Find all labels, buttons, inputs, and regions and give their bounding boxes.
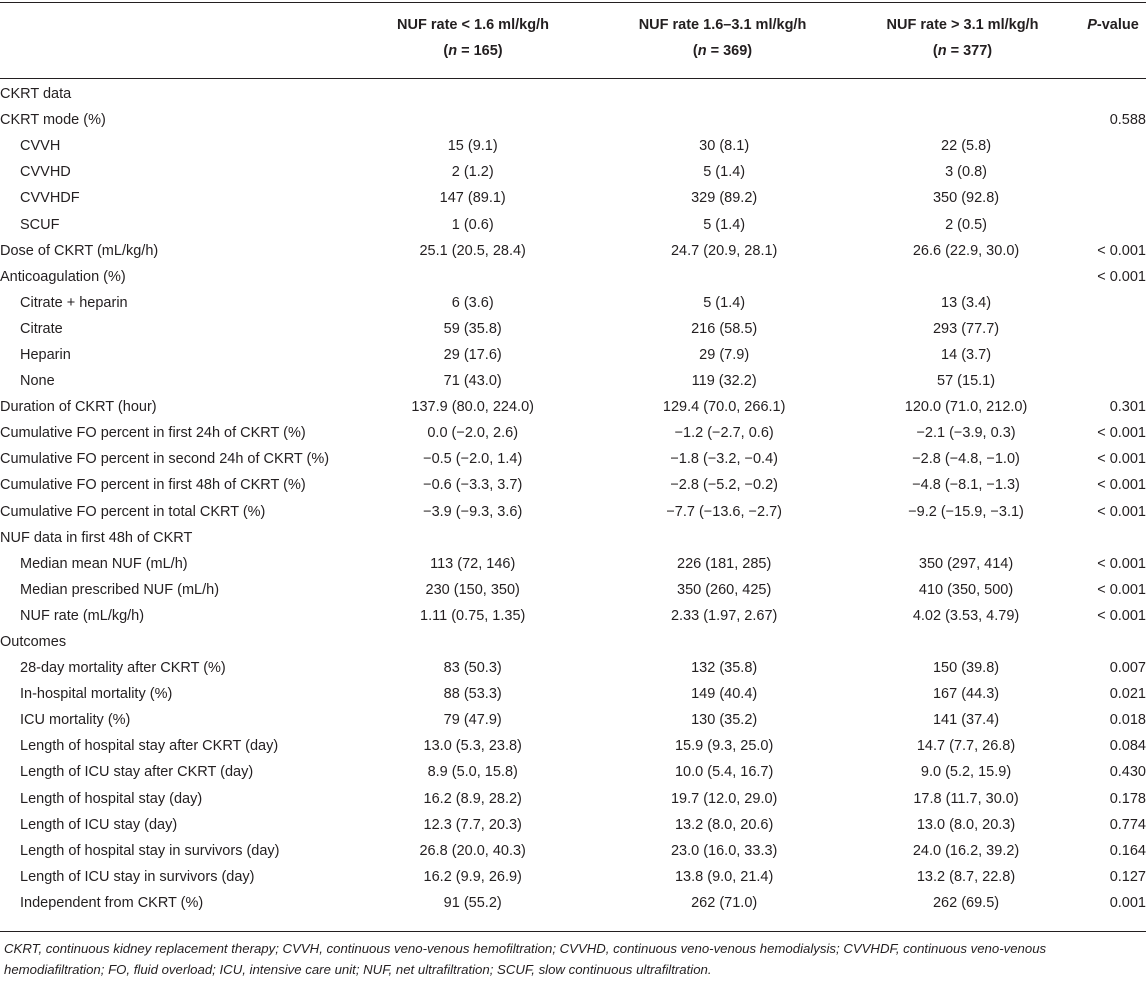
header-group-low-n: (n = 165) [443, 43, 503, 59]
cell-nuf-mid: −2.8 (−5.2, −0.2) [670, 477, 778, 494]
column-gap [579, 525, 611, 551]
column-gap [838, 133, 853, 159]
column-gap [579, 681, 611, 707]
column-gap [838, 81, 853, 107]
column-gap [579, 185, 611, 211]
cell-p-value: < 0.001 [1097, 268, 1146, 285]
cell-nuf-high: 3 (0.8) [945, 164, 987, 181]
table-row [0, 603, 1146, 629]
cell-nuf-low: 16.2 (9.9, 26.9) [423, 868, 522, 885]
cell-p-value: 0.178 [1109, 790, 1146, 807]
cell-nuf-low: 147 (89.1) [439, 190, 506, 207]
column-gap [838, 733, 853, 759]
header-group-mid-title: NUF rate 1.6–3.1 ml/kg/h [638, 17, 807, 33]
cell-p-value: 0.127 [1109, 868, 1146, 885]
column-gap [838, 394, 853, 420]
table-row [0, 864, 1146, 890]
cell-nuf-low: −0.6 (−3.3, 3.7) [423, 477, 523, 494]
header-rule [0, 78, 1146, 79]
column-gap [838, 185, 853, 211]
cell-nuf-high: 13.2 (8.7, 22.8) [916, 868, 1016, 885]
cell-nuf-low: 83 (50.3) [443, 660, 502, 677]
cell-nuf-low: 91 (55.2) [443, 894, 502, 911]
row-label: Length of ICU stay in survivors (day) [20, 868, 255, 885]
table-row [0, 316, 1146, 342]
column-gap [579, 81, 611, 107]
table-row [0, 81, 1146, 107]
header-group-mid-n: (n = 369) [692, 43, 753, 59]
column-gap [579, 864, 611, 890]
cell-p-value: 0.588 [1109, 112, 1146, 129]
column-gap [579, 812, 611, 838]
cell-nuf-mid: 24.7 (20.9, 28.1) [670, 242, 778, 259]
table-row [0, 159, 1146, 185]
column-gap [838, 551, 853, 577]
cell-p-value [1079, 629, 1146, 655]
column-gap [579, 368, 611, 394]
cell-nuf-low [367, 525, 579, 551]
row-label: Citrate [20, 320, 63, 337]
cell-nuf-high: 22 (5.8) [941, 138, 992, 155]
table-footnote: CKRT, continuous kidney replacement therapy; CVVH, continuous veno-venous hemofiltration; CVVHD, continuous veno-venous hemodialysis; CVVHDF, continuous veno-venous hemodiafiltration; FO, fluid overload; ICU, intensive care unit; NUF, net ultrafiltration; SCUF, slow continuous ultrafiltration. [4, 941, 1047, 977]
row-label: SCUF [20, 216, 60, 233]
cell-nuf-mid: 23.0 (16.0, 33.3) [670, 842, 778, 859]
column-gap [838, 446, 853, 472]
cell-nuf-high: 150 (39.8) [932, 660, 1000, 677]
column-gap [579, 420, 611, 446]
cell-nuf-high: −2.1 (−3.9, 0.3) [916, 425, 1016, 442]
cell-nuf-mid [611, 525, 838, 551]
cell-p-value: 0.007 [1109, 660, 1146, 677]
row-label: Cumulative FO percent in total CKRT (%) [0, 503, 266, 520]
row-label: Cumulative FO percent in first 24h of CKRT (%) [0, 425, 306, 442]
header-p-value: P-value [1087, 17, 1139, 33]
column-gap [838, 577, 853, 603]
row-label: Heparin [20, 346, 71, 363]
cell-nuf-mid: 5 (1.4) [703, 294, 746, 311]
row-label: CKRT data [0, 86, 72, 103]
cell-p-value [1079, 290, 1146, 316]
column-gap [838, 316, 853, 342]
table-row [0, 107, 1146, 133]
cell-nuf-high: 141 (37.4) [932, 712, 1000, 729]
column-gap [579, 890, 611, 916]
column-gap [579, 629, 611, 655]
row-label: Cumulative FO percent in second 24h of CKRT (%) [0, 451, 330, 468]
column-gap [579, 394, 611, 420]
cell-nuf-low [367, 81, 579, 107]
column-gap [579, 786, 611, 812]
cell-nuf-high: 120.0 (71.0, 212.0) [904, 399, 1028, 416]
cell-nuf-low: 59 (35.8) [443, 320, 502, 337]
data-table [0, 81, 1146, 916]
column-gap [838, 759, 853, 785]
table-row [0, 786, 1146, 812]
table-row [0, 133, 1146, 159]
table-row [0, 707, 1146, 733]
row-label: NUF rate (mL/kg/h) [20, 607, 145, 624]
cell-p-value: < 0.001 [1097, 425, 1146, 442]
header-group-mid [610, 12, 835, 64]
cell-nuf-low: 113 (72, 146) [430, 555, 516, 572]
cell-nuf-mid: 262 (71.0) [691, 894, 758, 911]
row-label: CVVH [20, 138, 61, 155]
row-label: CKRT mode (%) [0, 112, 106, 129]
cell-p-value: < 0.001 [1097, 581, 1146, 598]
table-row [0, 838, 1146, 864]
row-label: In-hospital mortality (%) [20, 686, 173, 703]
cell-nuf-high [853, 525, 1080, 551]
cell-nuf-low: 15 (9.1) [447, 138, 498, 155]
cell-nuf-high: −4.8 (−8.1, −1.3) [912, 477, 1020, 494]
table-row [0, 890, 1146, 916]
cell-nuf-high: 24.0 (16.2, 39.2) [912, 842, 1020, 859]
row-label: Citrate + heparin [20, 294, 128, 311]
header-group-high [850, 12, 1075, 64]
cell-nuf-mid: 149 (40.4) [691, 686, 758, 703]
cell-p-value [1079, 525, 1146, 551]
column-gap [579, 499, 611, 525]
cell-p-value [1079, 316, 1146, 342]
cell-p-value: < 0.001 [1097, 242, 1146, 259]
cell-nuf-mid [611, 629, 838, 655]
column-gap [579, 838, 611, 864]
column-gap [838, 238, 853, 264]
column-gap [838, 838, 853, 864]
row-label: Length of hospital stay in survivors (day) [20, 842, 280, 859]
cell-p-value [1079, 342, 1146, 368]
row-label: CVVHDF [20, 190, 80, 207]
cell-nuf-high: 350 (297, 414) [918, 555, 1014, 572]
column-gap [838, 603, 853, 629]
table-row [0, 655, 1146, 681]
column-gap [579, 264, 611, 290]
cell-p-value: 0.001 [1109, 894, 1146, 911]
cell-nuf-low: −0.5 (−2.0, 1.4) [423, 451, 523, 468]
cell-p-value [1079, 159, 1146, 185]
table-row [0, 368, 1146, 394]
cell-p-value [1079, 81, 1146, 107]
row-label: 28-day mortality after CKRT (%) [20, 660, 226, 677]
cell-p-value: < 0.001 [1097, 555, 1146, 572]
cell-nuf-mid: 329 (89.2) [691, 190, 758, 207]
cell-nuf-high: 410 (350, 500) [918, 581, 1014, 598]
cell-p-value: < 0.001 [1097, 451, 1146, 468]
row-label: Median mean NUF (mL/h) [20, 555, 188, 572]
cell-nuf-low: 137.9 (80.0, 224.0) [411, 399, 534, 416]
cell-p-value: < 0.001 [1097, 477, 1146, 494]
cell-nuf-low: 2 (1.2) [451, 164, 494, 181]
row-label: CVVHD [20, 164, 71, 181]
cell-nuf-high: 167 (44.3) [932, 686, 1000, 703]
cell-p-value: 0.018 [1109, 712, 1146, 729]
cell-nuf-high: 9.0 (5.2, 15.9) [920, 764, 1012, 781]
cell-p-value: < 0.001 [1097, 503, 1146, 520]
cell-nuf-low: 0.0 (−2.0, 2.6) [427, 425, 519, 442]
column-gap [579, 707, 611, 733]
row-label: NUF data in first 48h of CKRT [0, 529, 193, 546]
table-row [0, 185, 1146, 211]
cell-p-value: < 0.001 [1097, 607, 1146, 624]
cell-nuf-low: 26.8 (20.0, 40.3) [419, 842, 526, 859]
column-gap [838, 864, 853, 890]
cell-nuf-mid: 5 (1.4) [703, 216, 746, 233]
column-gap [838, 290, 853, 316]
row-label: Length of hospital stay (day) [20, 790, 203, 807]
column-gap [838, 264, 853, 290]
table-row [0, 342, 1146, 368]
cell-nuf-low: 13.0 (5.3, 23.8) [423, 738, 522, 755]
cell-nuf-mid: 13.8 (9.0, 21.4) [674, 868, 774, 885]
table-row [0, 551, 1146, 577]
row-label: Length of hospital stay after CKRT (day) [20, 738, 279, 755]
cell-nuf-low: 8.9 (5.0, 15.8) [427, 764, 518, 781]
cell-nuf-high [853, 629, 1080, 655]
row-label: Duration of CKRT (hour) [0, 399, 157, 416]
column-gap [579, 446, 611, 472]
cell-p-value: 0.430 [1109, 764, 1146, 781]
column-gap [838, 812, 853, 838]
cell-nuf-high: 4.02 (3.53, 4.79) [912, 607, 1020, 624]
cell-nuf-low [367, 107, 579, 133]
cell-p-value [1079, 133, 1146, 159]
cell-nuf-mid: 216 (58.5) [691, 320, 758, 337]
cell-nuf-low: 1.11 (0.75, 1.35) [420, 607, 526, 624]
column-gap [838, 211, 853, 237]
table-row [0, 681, 1146, 707]
cell-p-value [1079, 185, 1146, 211]
cell-nuf-mid: −7.7 (−13.6, −2.7) [666, 503, 782, 520]
cell-nuf-mid: 2.33 (1.97, 2.67) [670, 607, 778, 624]
cell-nuf-low: 1 (0.6) [451, 216, 494, 233]
bottom-rule [0, 931, 1146, 932]
column-gap [838, 707, 853, 733]
cell-p-value: 0.164 [1109, 842, 1146, 859]
cell-nuf-mid: −1.8 (−3.2, −0.4) [670, 451, 778, 468]
column-gap [579, 759, 611, 785]
cell-nuf-high [853, 107, 1080, 133]
cell-nuf-high: 13.0 (8.0, 20.3) [916, 816, 1016, 833]
cell-nuf-mid: 132 (35.8) [691, 660, 758, 677]
column-gap [838, 499, 853, 525]
cell-nuf-mid: 15.9 (9.3, 25.0) [674, 738, 774, 755]
column-gap [579, 472, 611, 498]
table-row [0, 812, 1146, 838]
cell-nuf-mid: 10.0 (5.4, 16.7) [674, 764, 774, 781]
table-row [0, 394, 1146, 420]
cell-nuf-high: 2 (0.5) [945, 216, 987, 233]
cell-nuf-high: 14 (3.7) [941, 346, 992, 363]
column-gap [838, 681, 853, 707]
column-gap [579, 159, 611, 185]
cell-nuf-high: 26.6 (22.9, 30.0) [912, 242, 1020, 259]
column-gap [838, 368, 853, 394]
cell-p-value: 0.084 [1109, 738, 1146, 755]
cell-nuf-low: 6 (3.6) [451, 294, 494, 311]
cell-nuf-high [853, 264, 1080, 290]
column-gap [838, 107, 853, 133]
column-gap [579, 107, 611, 133]
column-gap [579, 733, 611, 759]
cell-nuf-mid: 30 (8.1) [699, 138, 750, 155]
row-label: Length of ICU stay (day) [20, 816, 178, 833]
cell-nuf-low: 16.2 (8.9, 28.2) [423, 790, 522, 807]
cell-nuf-high [853, 81, 1080, 107]
cell-p-value: 0.021 [1109, 686, 1146, 703]
table-row [0, 446, 1146, 472]
column-gap [579, 211, 611, 237]
row-label: Length of ICU stay after CKRT (day) [20, 764, 254, 781]
column-gap [838, 472, 853, 498]
cell-nuf-mid: 350 (260, 425) [677, 581, 772, 598]
header-group-low-title: NUF rate < 1.6 ml/kg/h [397, 17, 549, 33]
cell-nuf-low [367, 264, 579, 290]
row-label: None [20, 373, 55, 390]
column-gap [579, 577, 611, 603]
cell-nuf-mid: 5 (1.4) [703, 164, 746, 181]
column-gap [579, 342, 611, 368]
table-row [0, 211, 1146, 237]
cell-nuf-low: −3.9 (−9.3, 3.6) [423, 503, 523, 520]
cell-nuf-low: 88 (53.3) [443, 686, 502, 703]
table-row [0, 733, 1146, 759]
row-label: Independent from CKRT (%) [20, 894, 204, 911]
column-gap [579, 603, 611, 629]
cell-nuf-high: 293 (77.7) [932, 320, 1000, 337]
column-gap [579, 133, 611, 159]
column-gap [579, 316, 611, 342]
cell-nuf-low: 230 (150, 350) [425, 581, 520, 598]
cell-nuf-high: 57 (15.1) [937, 373, 996, 390]
cell-nuf-mid: −1.2 (−2.7, 0.6) [674, 425, 774, 442]
table-row [0, 759, 1146, 785]
cell-nuf-low: 29 (17.6) [443, 346, 502, 363]
column-gap [838, 525, 853, 551]
table-row [0, 499, 1146, 525]
cell-nuf-mid [611, 81, 838, 107]
cell-nuf-low: 79 (47.9) [443, 712, 502, 729]
column-gap [838, 629, 853, 655]
row-label: Median prescribed NUF (mL/h) [20, 581, 220, 598]
column-gap [838, 890, 853, 916]
cell-nuf-mid: 129.4 (70.0, 266.1) [662, 399, 786, 416]
cell-nuf-mid: 19.7 (12.0, 29.0) [670, 790, 778, 807]
cell-nuf-mid [611, 107, 838, 133]
cell-nuf-high: 17.8 (11.7, 30.0) [913, 790, 1019, 807]
cell-nuf-high: −2.8 (−4.8, −1.0) [912, 451, 1020, 468]
table-row [0, 420, 1146, 446]
cell-nuf-mid: 13.2 (8.0, 20.6) [674, 816, 774, 833]
header-group-low [368, 12, 578, 64]
column-gap [838, 786, 853, 812]
cell-nuf-high: 262 (69.5) [932, 894, 1000, 911]
table-row [0, 290, 1146, 316]
cell-nuf-low: 71 (43.0) [443, 373, 502, 390]
table-header [0, 0, 1146, 78]
row-label: Anticoagulation (%) [0, 268, 126, 285]
row-label: Cumulative FO percent in first 48h of CKRT (%) [0, 477, 306, 494]
cell-nuf-low: 12.3 (7.7, 20.3) [423, 816, 522, 833]
cell-nuf-low: 25.1 (20.5, 28.4) [419, 242, 526, 259]
cell-p-value [1079, 368, 1146, 394]
cell-nuf-mid: 226 (181, 285) [677, 555, 772, 572]
cell-nuf-mid: 130 (35.2) [691, 712, 758, 729]
table-row [0, 264, 1146, 290]
row-label: ICU mortality (%) [20, 712, 131, 729]
column-gap [838, 655, 853, 681]
table-row [0, 577, 1146, 603]
cell-p-value: 0.301 [1109, 399, 1146, 416]
row-label: Outcomes [0, 634, 67, 651]
column-gap [838, 420, 853, 446]
cell-nuf-high: 14.7 (7.7, 26.8) [916, 738, 1016, 755]
cell-nuf-mid: 119 (32.2) [691, 373, 757, 390]
cell-p-value: 0.774 [1109, 816, 1146, 833]
cell-nuf-high: 13 (3.4) [941, 294, 992, 311]
table-row [0, 629, 1146, 655]
cell-nuf-high: −9.2 (−15.9, −3.1) [908, 503, 1024, 520]
table-row [0, 472, 1146, 498]
header-group-high-n: (n = 377) [932, 43, 993, 59]
header-group-high-title: NUF rate > 3.1 ml/kg/h [886, 17, 1039, 33]
cell-nuf-mid: 29 (7.9) [699, 346, 750, 363]
cell-nuf-mid [611, 264, 838, 290]
row-label: Dose of CKRT (mL/kg/h) [0, 242, 159, 259]
cell-p-value [1079, 211, 1146, 237]
table-row [0, 238, 1146, 264]
column-gap [579, 238, 611, 264]
table-row [0, 525, 1146, 551]
column-gap [579, 290, 611, 316]
cell-nuf-high: 350 (92.8) [932, 190, 1000, 207]
column-gap [579, 551, 611, 577]
cell-nuf-low [367, 629, 579, 655]
column-gap [838, 159, 853, 185]
column-gap [838, 342, 853, 368]
column-gap [579, 655, 611, 681]
